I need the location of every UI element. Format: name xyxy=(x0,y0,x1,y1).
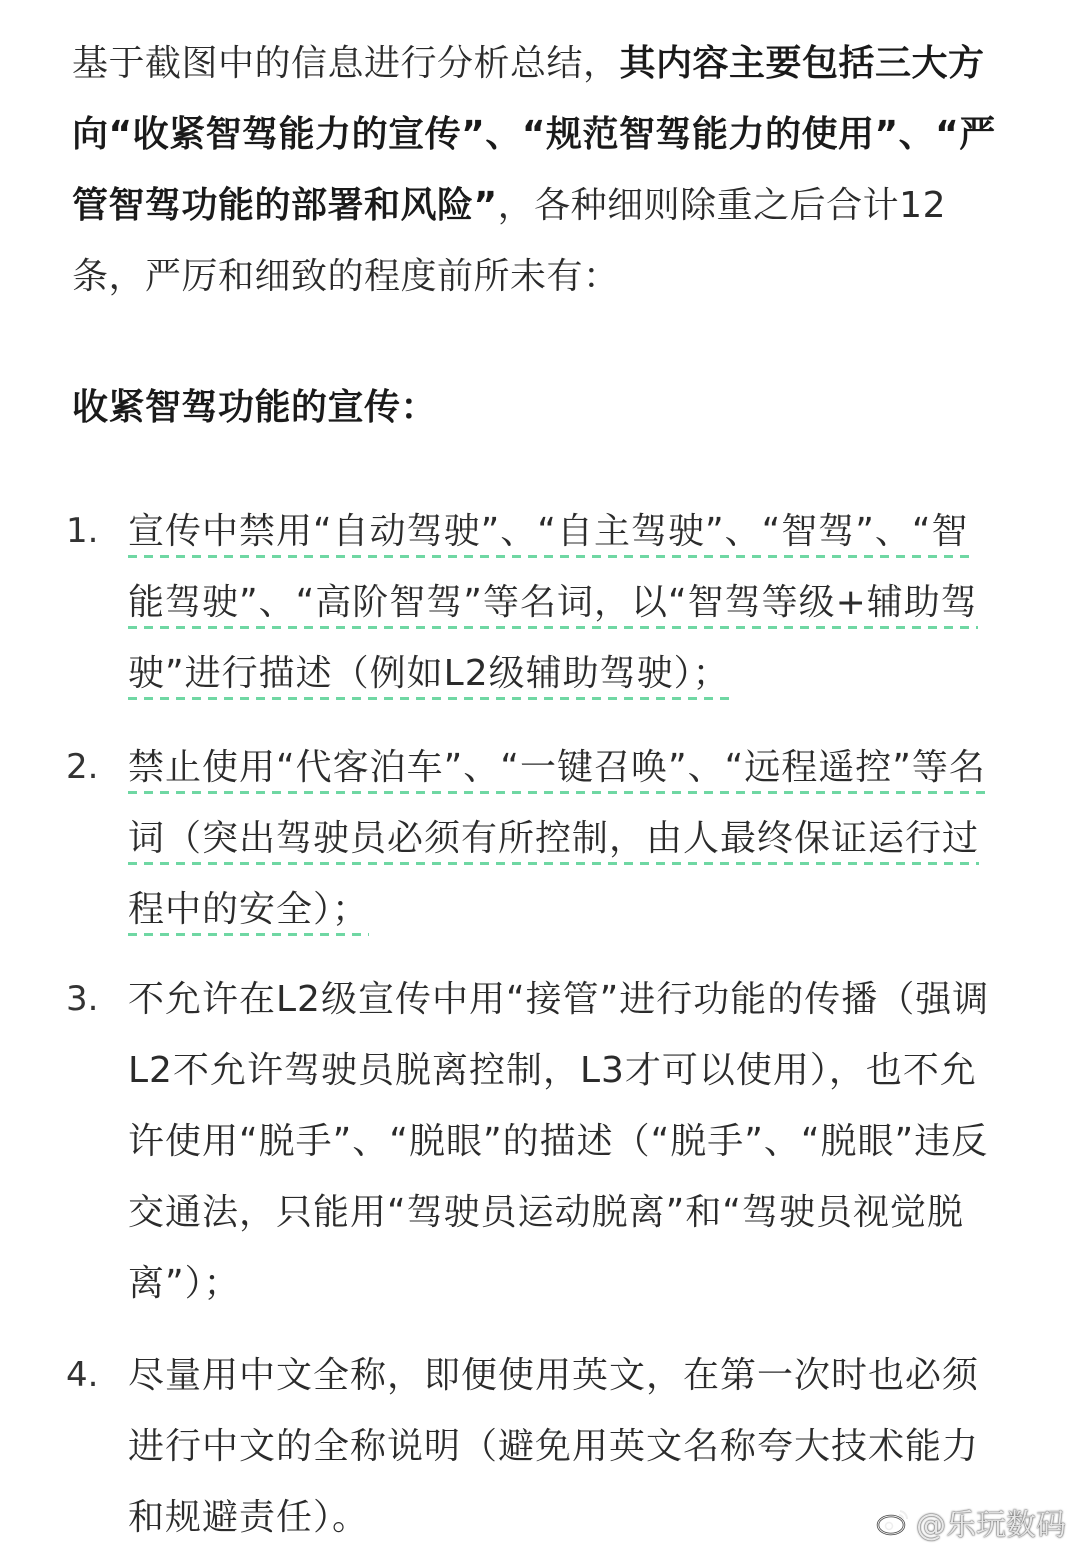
intro-paragraph xyxy=(72,28,1012,312)
list-item-text: 不允许在L2级宣传中用“接管”进行功能的传播（强调L2不允许驾驶员脱离控制，L3才可以使用），也不允许使用“脱手”、“脱眼”的描述（“脱手”、“脱眼”违反交通法，只能用“驾驶员运动脱离”和“驾驶员视觉脱离”）； xyxy=(128,979,990,1304)
list-item-text xyxy=(128,732,1003,945)
list-item-text xyxy=(128,496,1003,709)
highlighted-text[interactable]: 禁止使用“代客泊车”、“一键召唤”、“远程遥控”等名词（突出驾驶员必须有所控制，由人最终保证运行过程中的安全）； xyxy=(128,747,986,936)
intro-text-regular: 基于截图中的信息进行分析总结， xyxy=(72,43,620,84)
highlighted-text[interactable]: 宣传中禁用“自动驾驶”、“自主驾驶”、“智驾”、“智能驾驶”、“高阶智驾”等名词，以“智驾等级+辅助驾驶”进行描述（例如L2级辅助驾驶）； xyxy=(128,511,978,700)
intro-text-bold: 其内容主要包括三大方向“收紧智驾能力的宣传”、“规范智驾能力的使用”、“严管智驾功能的部署和风险” xyxy=(72,43,996,226)
watermark xyxy=(876,1500,1066,1544)
list-item-number: 1. xyxy=(66,511,99,551)
list-item-number: 2. xyxy=(66,747,99,787)
intro-text-tail: ，各种细则除重之后合计12条，严厉和细致的程度前所未有： xyxy=(72,185,946,297)
list-item-number: 3. xyxy=(66,979,99,1019)
weibo-icon xyxy=(876,1508,910,1536)
watermark-text: @乐玩数码 xyxy=(916,1508,1066,1543)
list-item-text: 尽量用中文全称，即便使用英文，在第一次时也必须进行中文的全称说明（避免用英文名称夸大技术能力和规避责任）。 xyxy=(128,1355,980,1538)
list-item-number: 4. xyxy=(66,1355,99,1395)
section-heading: 收紧智驾功能的宣传： xyxy=(72,387,438,428)
